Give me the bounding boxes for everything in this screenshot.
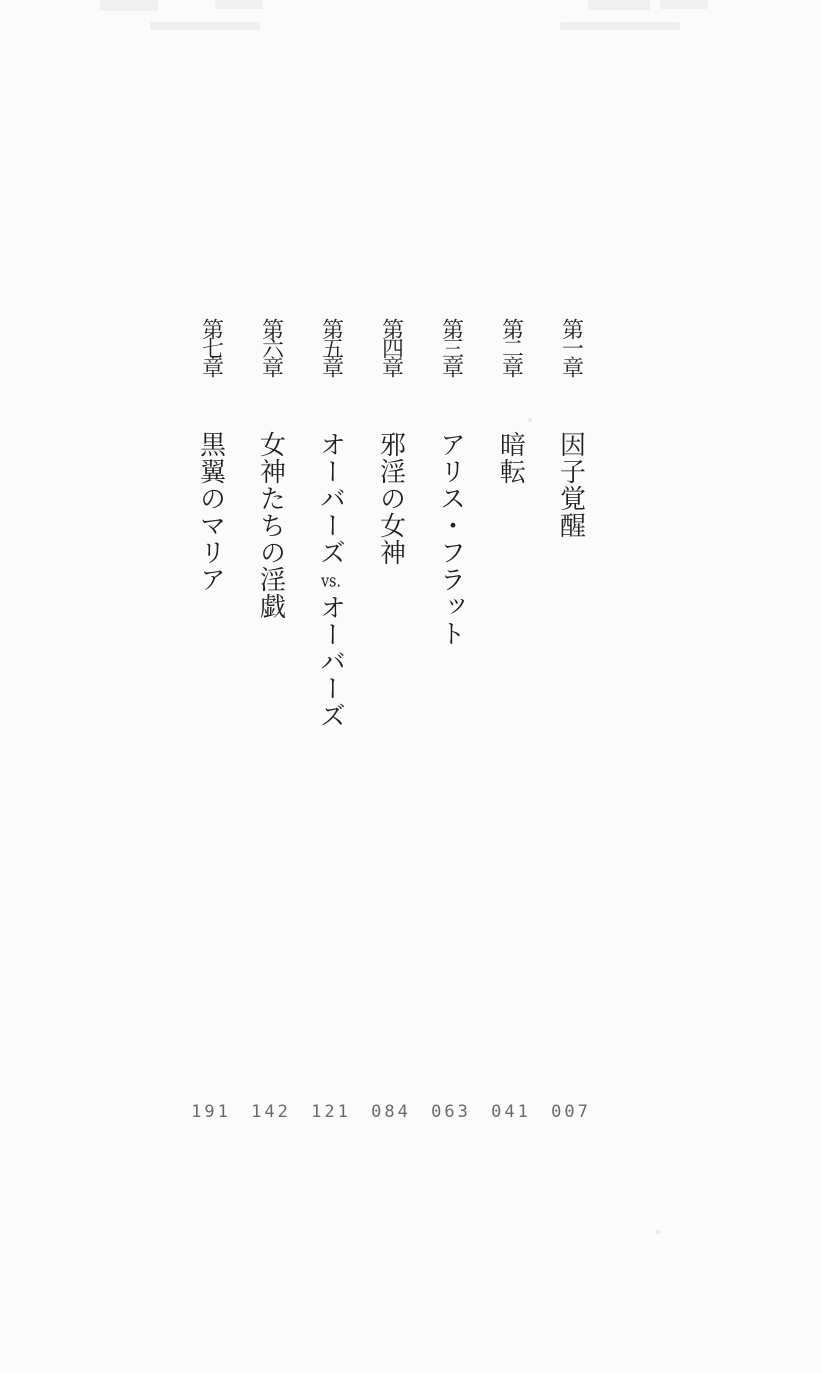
chapter-title-part: オーバーズ — [315, 431, 346, 566]
chapter-entry-5 — [311, 318, 351, 878]
chapter-title-part: オーバーズ — [315, 594, 346, 729]
scan-smudge — [100, 0, 158, 11]
chapter-number: 第二章 — [498, 318, 524, 375]
page-number: 007 — [551, 1102, 591, 1122]
chapter-number: 第一章 — [558, 318, 584, 375]
chapter-number: 第五章 — [318, 318, 344, 375]
chapter-title — [313, 431, 350, 729]
page-number: 084 — [371, 1102, 411, 1122]
chapter-entry-4 — [371, 318, 411, 878]
chapter-number: 第三章 — [438, 318, 464, 375]
chapter-title: 邪淫の女神 — [375, 431, 406, 566]
chapter-title: アリス・フラット — [435, 431, 466, 647]
chapter-title: 因子覚醒 — [555, 431, 586, 539]
page-number: 191 — [191, 1102, 231, 1122]
page-number: 041 — [491, 1102, 531, 1122]
scan-smudge — [588, 0, 650, 10]
chapter-entry-3 — [431, 318, 471, 878]
chapter-entry-6 — [251, 318, 291, 878]
chapter-entry-1 — [551, 318, 591, 878]
table-of-contents — [0, 318, 822, 878]
scan-dot — [656, 1230, 660, 1234]
chapter-title: 暗転 — [495, 431, 526, 485]
scan-smudge — [560, 22, 680, 30]
page-number-row — [0, 1102, 822, 1126]
scan-smudge — [215, 0, 263, 9]
chapter-number: 第四章 — [378, 318, 404, 375]
chapter-title: 黒翼のマリア — [195, 431, 226, 593]
chapter-title: 女神たちの淫戯 — [255, 431, 286, 620]
chapter-entry-2 — [491, 318, 531, 878]
chapter-title-vs: vs. — [321, 572, 341, 590]
chapter-number: 第六章 — [258, 318, 284, 375]
page-number: 142 — [251, 1102, 291, 1122]
page-number: 063 — [431, 1102, 471, 1122]
scan-smudge — [150, 22, 260, 30]
page-number: 121 — [311, 1102, 351, 1122]
chapter-entry-7 — [191, 318, 231, 878]
scan-smudge — [660, 0, 708, 9]
chapter-number: 第七章 — [198, 318, 224, 375]
